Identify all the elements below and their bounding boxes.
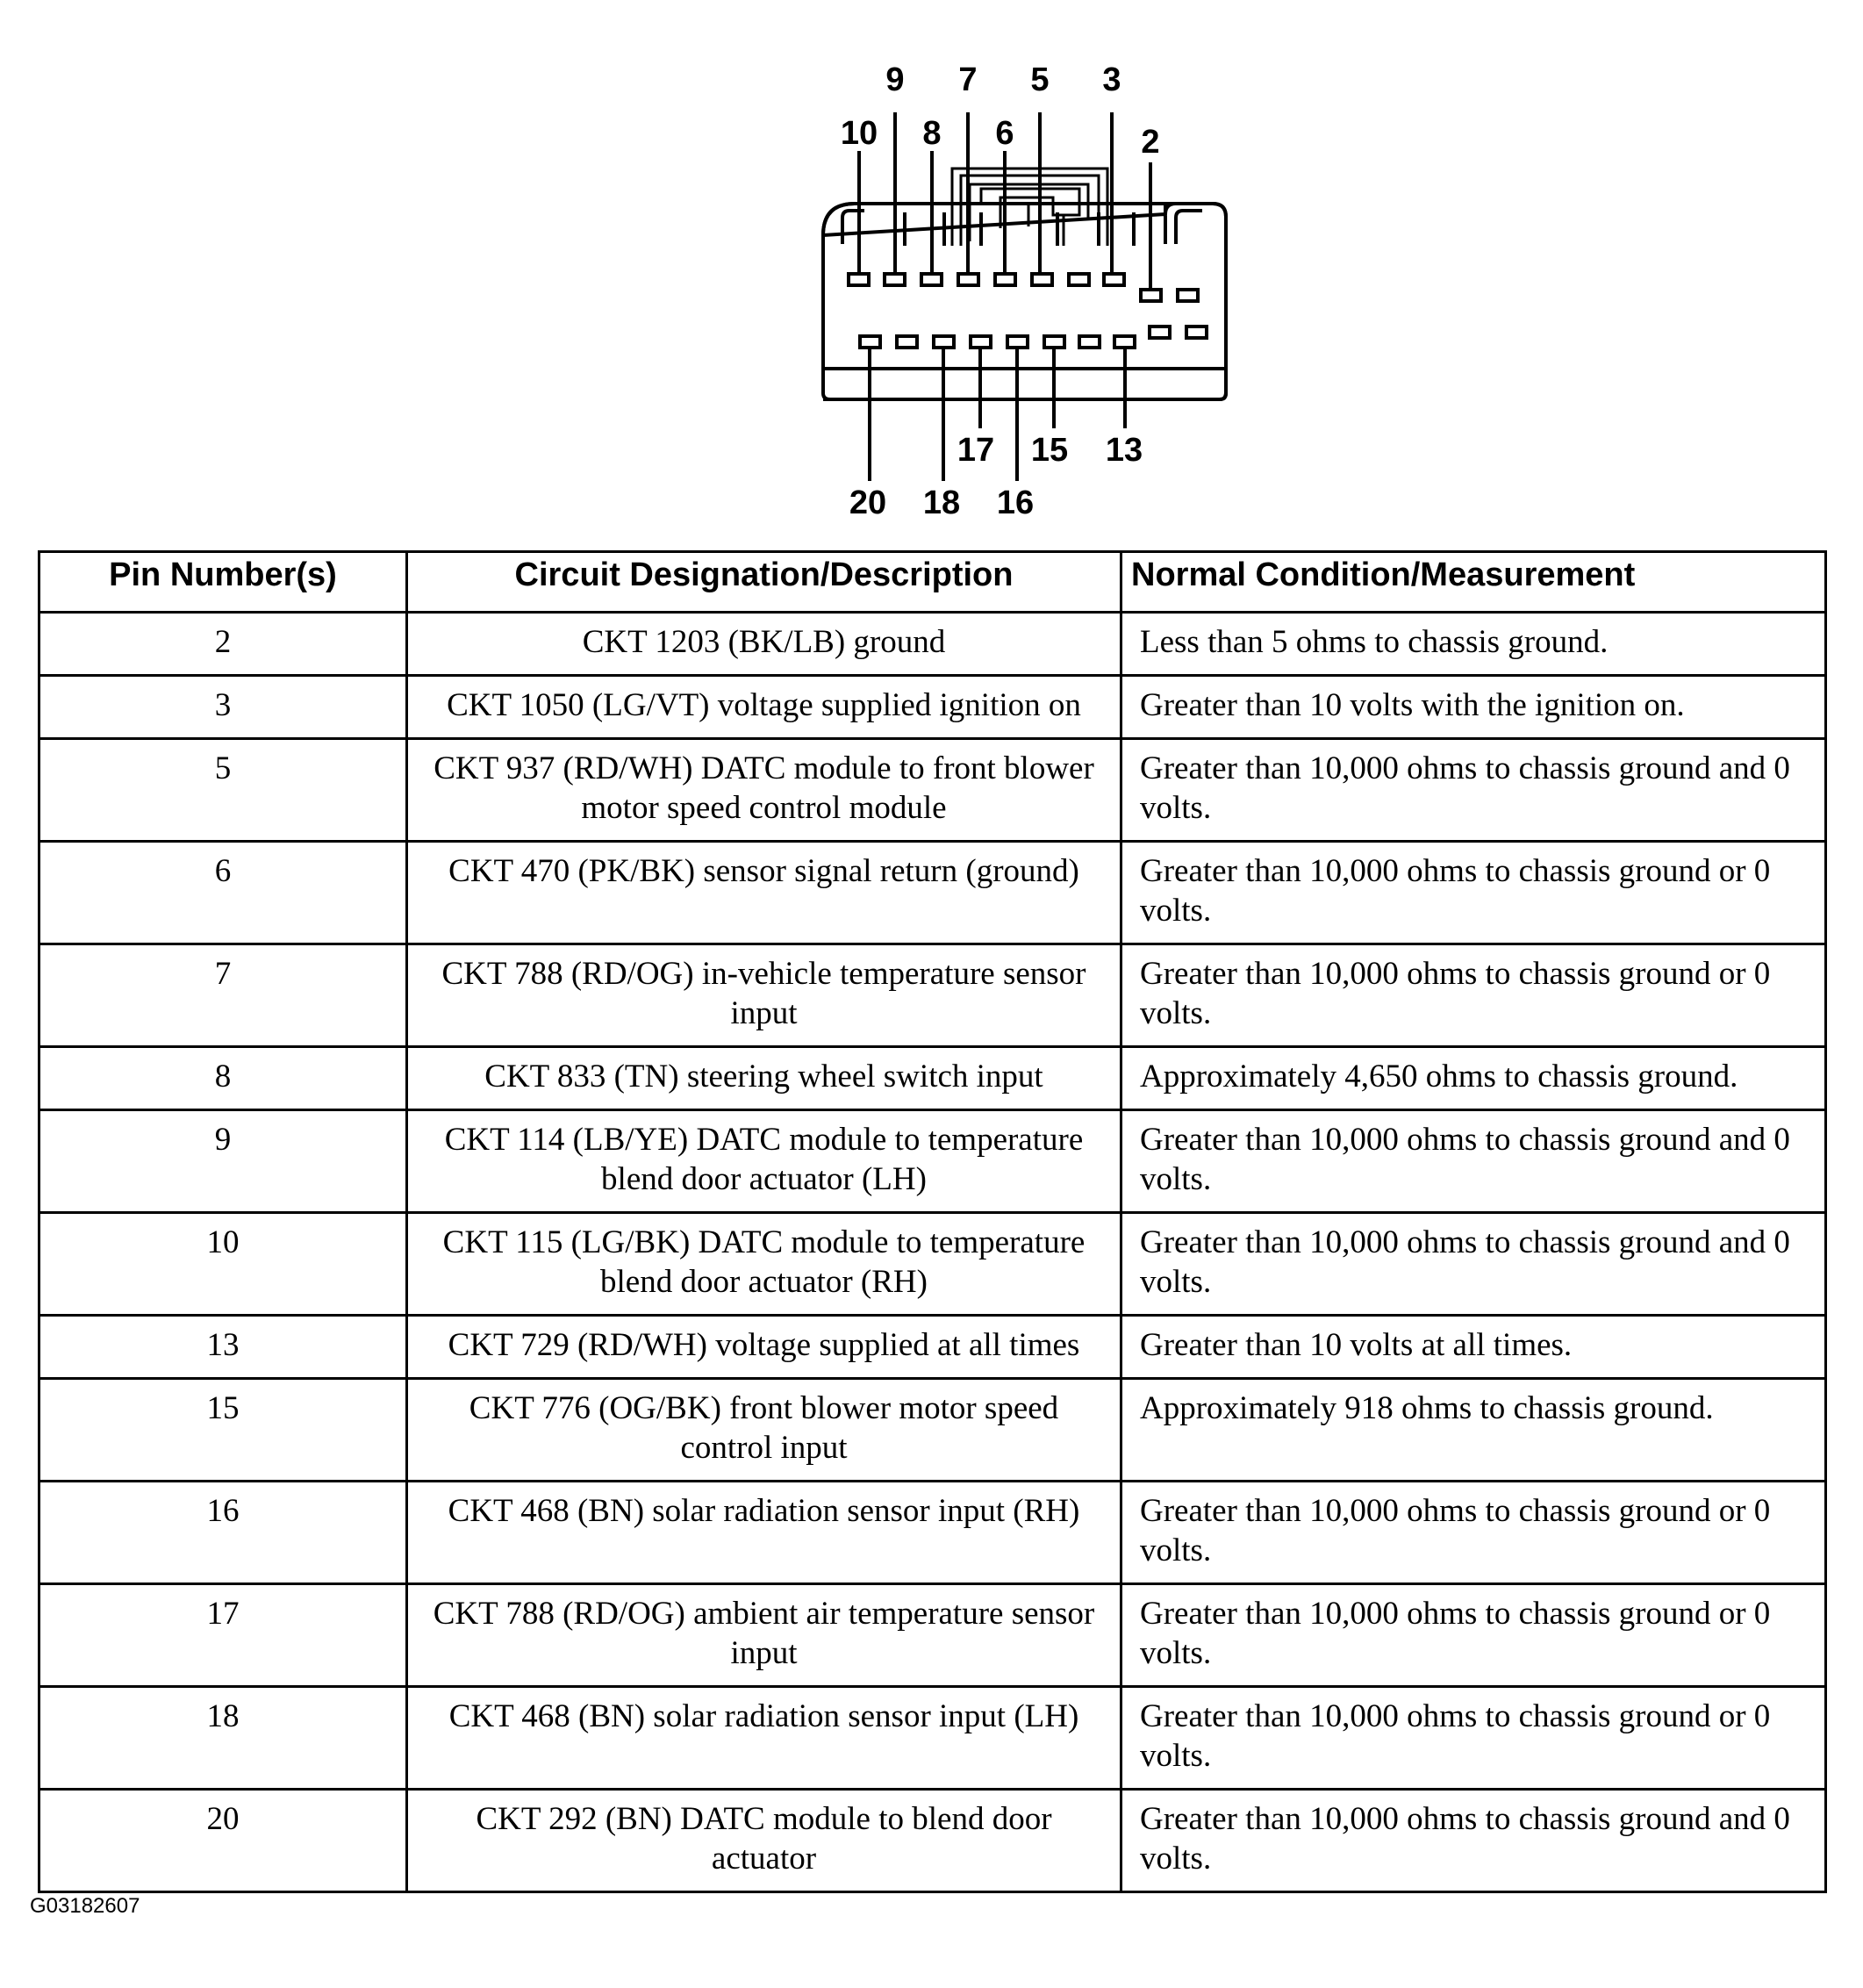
description-cell: CKT 115 (LG/BK) DATC module to temperature blend door actuator (RH) bbox=[407, 1213, 1121, 1316]
pin-label-10: 10 bbox=[840, 115, 878, 152]
upper-pin-row bbox=[849, 274, 1198, 301]
pin-8 bbox=[921, 274, 942, 285]
pin-cell: 7 bbox=[39, 944, 407, 1047]
pin-cell: 17 bbox=[39, 1584, 407, 1687]
description-cell: CKT 776 (OG/BK) front blower motor speed control input bbox=[407, 1379, 1121, 1482]
table-header-row bbox=[39, 552, 1826, 613]
pin-3 bbox=[1104, 274, 1124, 285]
pin-label-3: 3 bbox=[1102, 61, 1121, 98]
pin-2 bbox=[1141, 290, 1161, 301]
description-cell: CKT 1050 (LG/VT) voltage supplied ignition on bbox=[407, 676, 1121, 739]
description-cell: CKT 292 (BN) DATC module to blend door actuator bbox=[407, 1790, 1121, 1892]
pin-cell: 2 bbox=[39, 613, 407, 676]
pin-label-16: 16 bbox=[996, 484, 1035, 521]
table-row bbox=[39, 1047, 1826, 1110]
pin-label-13: 13 bbox=[1105, 432, 1143, 469]
pin-20 bbox=[860, 336, 880, 348]
condition-cell: Greater than 10,000 ohms to chassis ground or 0 volts. bbox=[1121, 1687, 1826, 1790]
pin-label-9: 9 bbox=[885, 61, 905, 98]
pin-15 bbox=[1044, 336, 1064, 348]
condition-cell: Greater than 10 volts at all times. bbox=[1121, 1316, 1826, 1379]
table-row bbox=[39, 676, 1826, 739]
table-row bbox=[39, 1790, 1826, 1892]
condition-cell: Greater than 10,000 ohms to chassis ground or 0 volts. bbox=[1121, 944, 1826, 1047]
condition-cell: Greater than 10,000 ohms to chassis ground and 0 volts. bbox=[1121, 739, 1826, 842]
pin-cell: 6 bbox=[39, 842, 407, 944]
pin-10 bbox=[849, 274, 869, 285]
description-cell: CKT 1203 (BK/LB) ground bbox=[407, 613, 1121, 676]
pin-cell: 5 bbox=[39, 739, 407, 842]
pin-cell: 15 bbox=[39, 1379, 407, 1482]
table-row bbox=[39, 944, 1826, 1047]
pin-13 bbox=[1114, 336, 1135, 348]
description-cell: CKT 468 (BN) solar radiation sensor input (RH) bbox=[407, 1482, 1121, 1584]
pin-7 bbox=[958, 274, 978, 285]
description-cell: CKT 470 (PK/BK) sensor signal return (ground) bbox=[407, 842, 1121, 944]
pin-18 bbox=[934, 336, 954, 348]
header-pin-numbers: Pin Number(s) bbox=[39, 552, 407, 613]
table-row bbox=[39, 1213, 1826, 1316]
header-normal-condition: Normal Condition/Measurement bbox=[1121, 552, 1826, 613]
condition-cell: Greater than 10,000 ohms to chassis ground or 0 volts. bbox=[1121, 1584, 1826, 1687]
figure-id: G03182607 bbox=[30, 1894, 140, 1918]
condition-cell: Greater than 10,000 ohms to chassis ground and 0 volts. bbox=[1121, 1110, 1826, 1213]
condition-cell: Less than 5 ohms to chassis ground. bbox=[1121, 613, 1826, 676]
pin-label-2: 2 bbox=[1141, 124, 1160, 161]
header-circuit-description: Circuit Designation/Description bbox=[407, 552, 1121, 613]
condition-cell: Approximately 918 ohms to chassis ground. bbox=[1121, 1379, 1826, 1482]
table-row bbox=[39, 613, 1826, 676]
description-cell: CKT 729 (RD/WH) voltage supplied at all times bbox=[407, 1316, 1121, 1379]
table-row bbox=[39, 1316, 1826, 1379]
pin-cell: 16 bbox=[39, 1482, 407, 1584]
pin-label-20: 20 bbox=[849, 484, 887, 521]
description-cell: CKT 114 (LB/YE) DATC module to temperature blend door actuator (LH) bbox=[407, 1110, 1121, 1213]
condition-cell: Approximately 4,650 ohms to chassis ground. bbox=[1121, 1047, 1826, 1110]
pin-label-18: 18 bbox=[922, 484, 961, 521]
pin-1 bbox=[1178, 290, 1198, 301]
pin-cell: 3 bbox=[39, 676, 407, 739]
condition-cell: Greater than 10,000 ohms to chassis ground and 0 volts. bbox=[1121, 1790, 1826, 1892]
pin-cell: 20 bbox=[39, 1790, 407, 1892]
description-cell: CKT 937 (RD/WH) DATC module to front blower motor speed control module bbox=[407, 739, 1121, 842]
pin-11 bbox=[1186, 327, 1207, 338]
pin-label-15: 15 bbox=[1030, 432, 1069, 469]
lower-pin-row bbox=[860, 327, 1207, 348]
pin-14 bbox=[1079, 336, 1100, 348]
pin-cell: 10 bbox=[39, 1213, 407, 1316]
pin-label-8: 8 bbox=[922, 115, 942, 152]
pin-5 bbox=[1032, 274, 1052, 285]
pin-9 bbox=[885, 274, 905, 285]
connector-diagram bbox=[0, 0, 1863, 527]
pin-label-5: 5 bbox=[1030, 61, 1050, 98]
table-row bbox=[39, 739, 1826, 842]
pin-17 bbox=[971, 336, 991, 348]
pin-19 bbox=[897, 336, 917, 348]
pin-cell: 9 bbox=[39, 1110, 407, 1213]
description-cell: CKT 788 (RD/OG) ambient air temperature sensor input bbox=[407, 1584, 1121, 1687]
table-row bbox=[39, 1379, 1826, 1482]
table-row bbox=[39, 1687, 1826, 1790]
pin-label-17: 17 bbox=[957, 432, 995, 469]
condition-cell: Greater than 10,000 ohms to chassis ground and 0 volts. bbox=[1121, 1213, 1826, 1316]
condition-cell: Greater than 10,000 ohms to chassis ground or 0 volts. bbox=[1121, 842, 1826, 944]
table-row bbox=[39, 1584, 1826, 1687]
description-cell: CKT 468 (BN) solar radiation sensor input (LH) bbox=[407, 1687, 1121, 1790]
table-row bbox=[39, 1482, 1826, 1584]
table-row bbox=[39, 1110, 1826, 1213]
description-cell: CKT 833 (TN) steering wheel switch input bbox=[407, 1047, 1121, 1110]
pin-label-7: 7 bbox=[958, 61, 978, 98]
pin-16 bbox=[1007, 336, 1028, 348]
pin-12 bbox=[1150, 327, 1170, 338]
description-cell: CKT 788 (RD/OG) in-vehicle temperature sensor input bbox=[407, 944, 1121, 1047]
condition-cell: Greater than 10,000 ohms to chassis ground or 0 volts. bbox=[1121, 1482, 1826, 1584]
pin-6 bbox=[995, 274, 1015, 285]
connector-latch bbox=[952, 169, 1107, 246]
pin-cell: 8 bbox=[39, 1047, 407, 1110]
pin-cell: 18 bbox=[39, 1687, 407, 1790]
table-row bbox=[39, 842, 1826, 944]
pin-table bbox=[38, 550, 1827, 1893]
pin-label-6: 6 bbox=[995, 115, 1014, 152]
condition-cell: Greater than 10 volts with the ignition on. bbox=[1121, 676, 1826, 739]
pin-4 bbox=[1069, 274, 1089, 285]
pin-cell: 13 bbox=[39, 1316, 407, 1379]
